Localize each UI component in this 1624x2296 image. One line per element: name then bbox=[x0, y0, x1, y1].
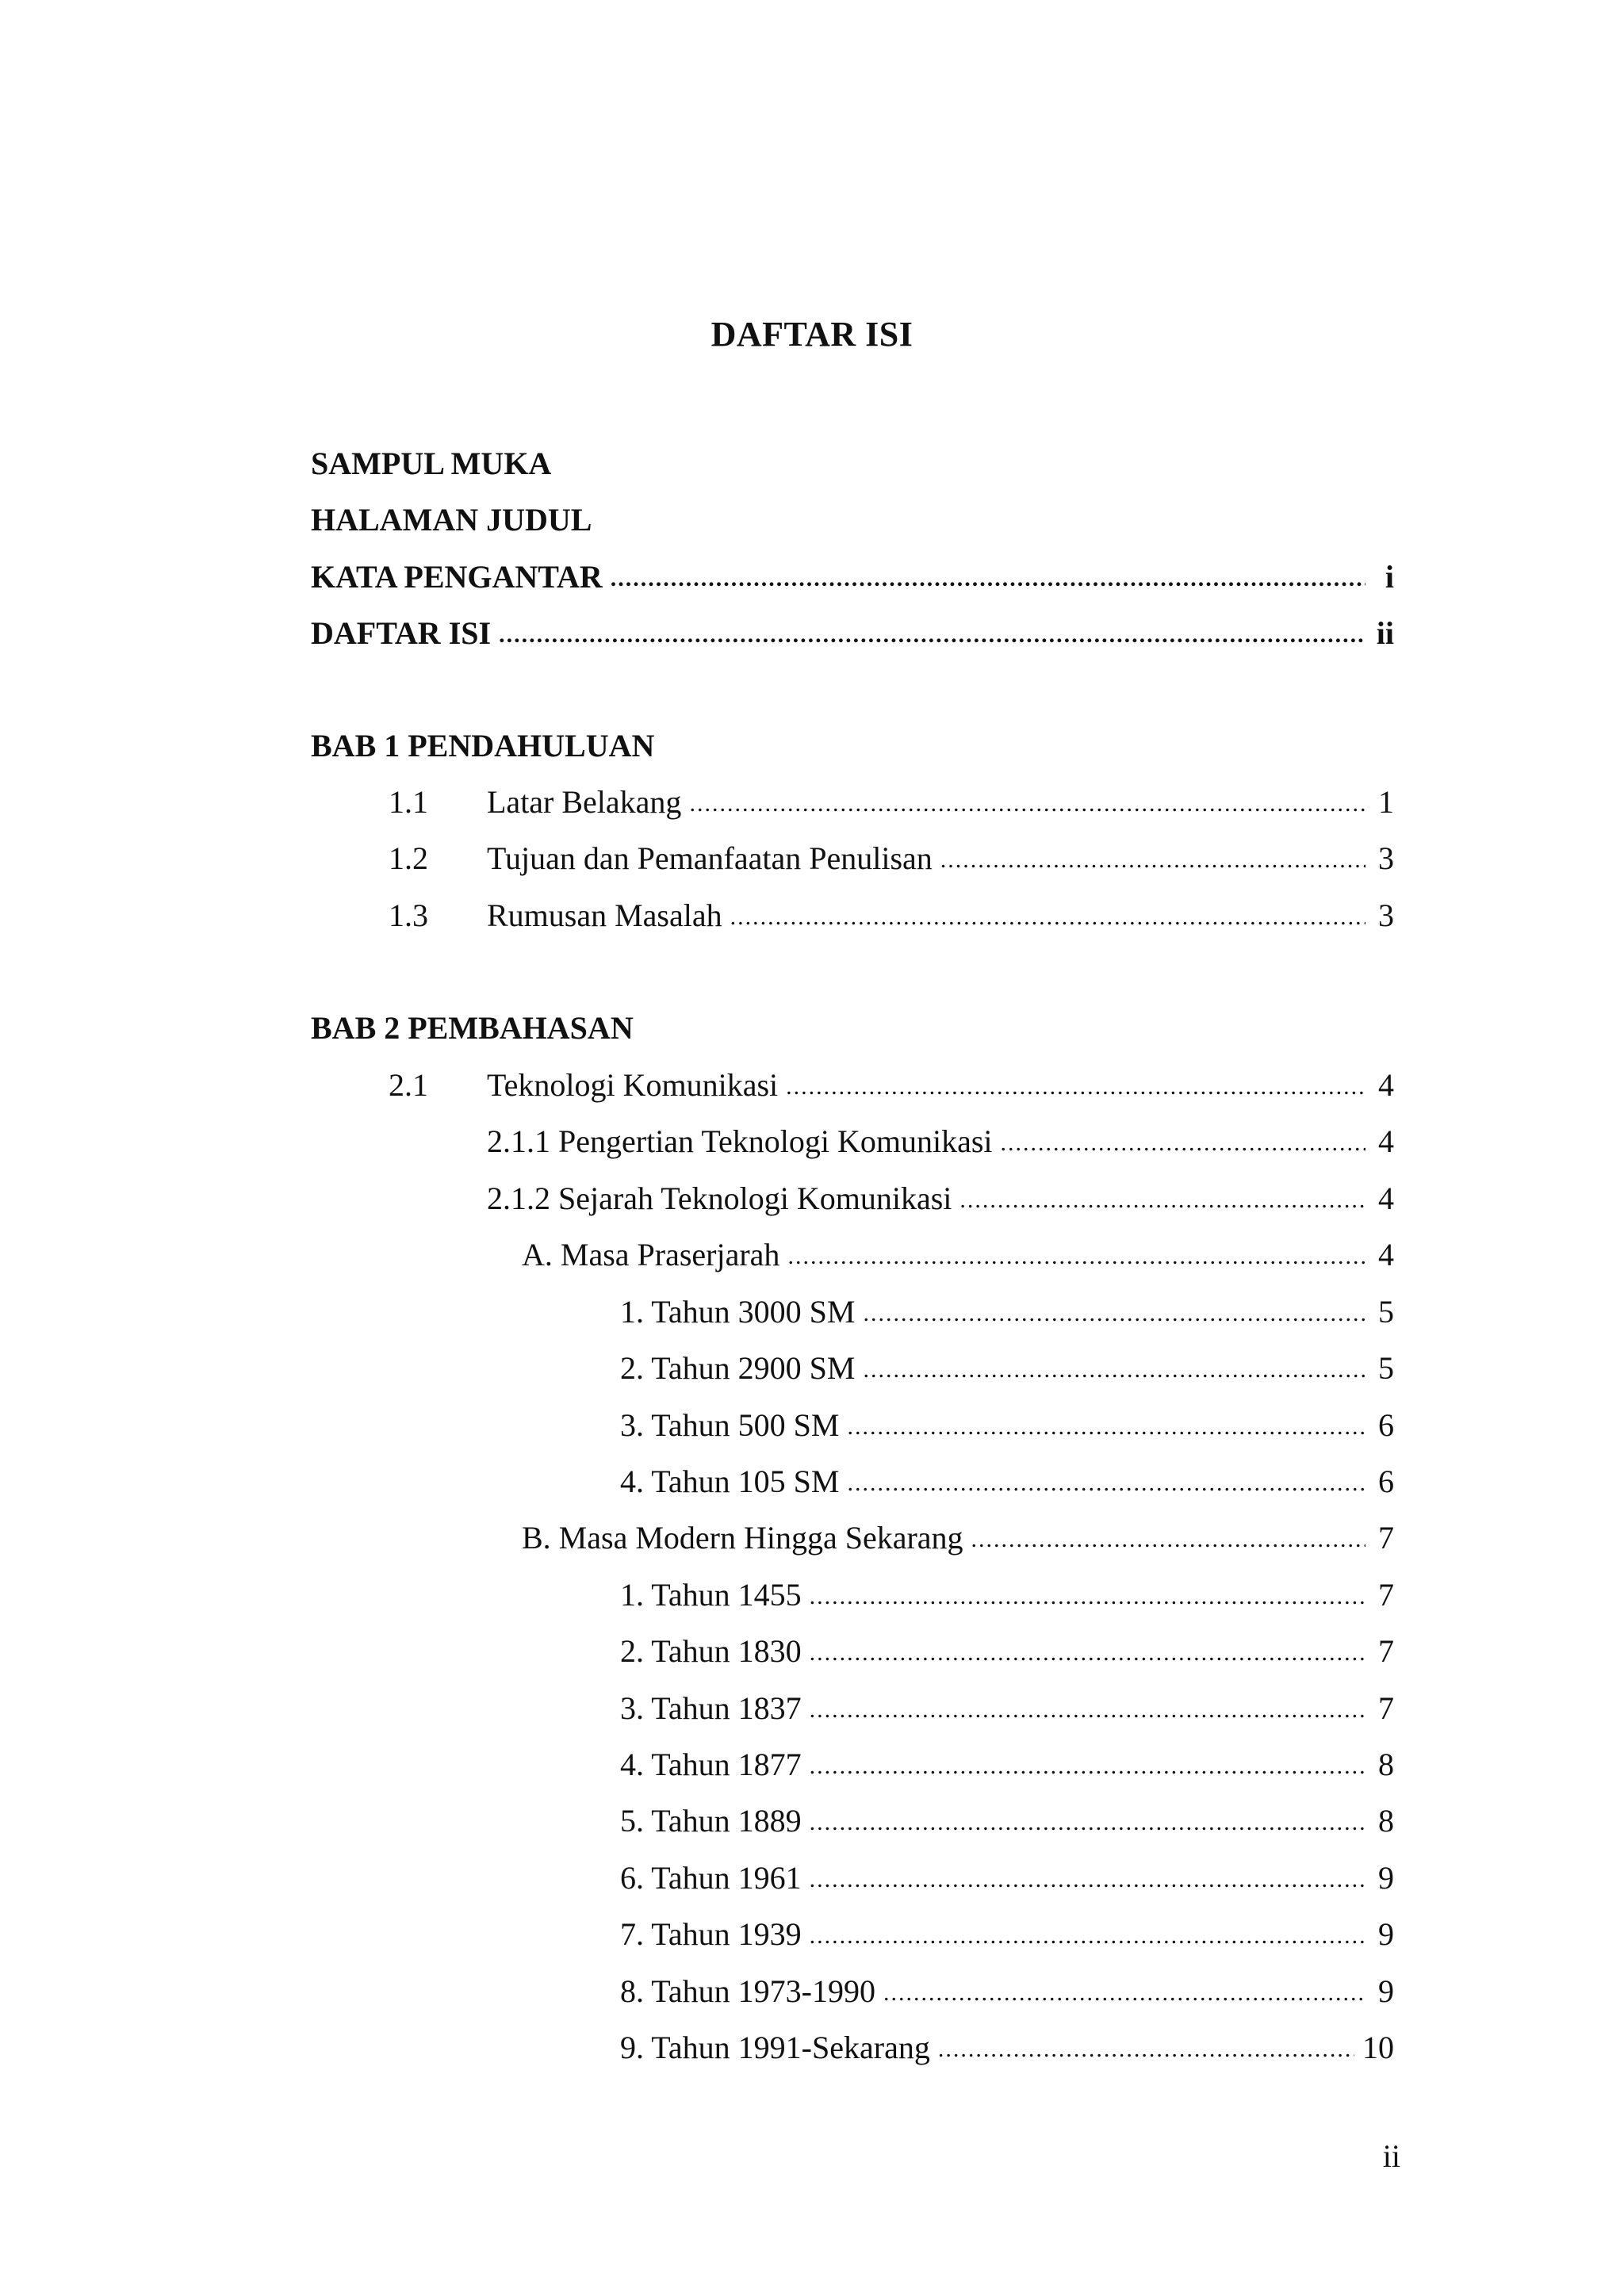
toc-entry-label: 1. Tahun 1455 bbox=[620, 1576, 802, 1613]
toc-page-number: 8 bbox=[1378, 1746, 1394, 1782]
toc-entry-b-6[interactable] bbox=[620, 1854, 1394, 1901]
toc-entry-label: 2.1.2 Sejarah Teknologi Komunikasi bbox=[487, 1180, 952, 1216]
toc-page-number: 1 bbox=[1378, 783, 1394, 820]
toc-page-number: 5 bbox=[1378, 1349, 1394, 1386]
toc-page-number: 7 bbox=[1378, 1519, 1394, 1556]
toc-entry-label: Rumusan Masalah bbox=[487, 897, 722, 933]
dot-leader bbox=[810, 1910, 1365, 1957]
dot-leader bbox=[611, 553, 1365, 600]
toc-page-number: 8 bbox=[1378, 1802, 1394, 1839]
toc-page-number: 4 bbox=[1378, 1236, 1394, 1272]
toc-entry-b-5[interactable] bbox=[620, 1797, 1394, 1844]
toc-entry-label: A. Masa Praserjarah bbox=[522, 1236, 780, 1272]
toc-entry-label: Teknologi Komunikasi bbox=[487, 1066, 779, 1103]
section-number: 1.3 bbox=[389, 897, 428, 933]
toc-entry-label: HALAMAN JUDUL bbox=[311, 501, 592, 538]
toc-entry-b-8[interactable] bbox=[620, 1967, 1394, 2015]
dot-leader bbox=[883, 1967, 1365, 2015]
toc-entry-masa-a[interactable] bbox=[522, 1230, 1394, 1278]
toc-entry-label: 5. Tahun 1889 bbox=[620, 1802, 802, 1839]
dot-leader bbox=[730, 891, 1365, 939]
toc-entry-label: 2. Tahun 2900 SM bbox=[620, 1349, 856, 1386]
toc-page-number: 10 bbox=[1362, 2029, 1394, 2065]
dot-leader bbox=[847, 1401, 1365, 1448]
toc-page-number: 6 bbox=[1378, 1406, 1394, 1443]
dot-leader bbox=[810, 1854, 1365, 1901]
toc-entry-label: 4. Tahun 105 SM bbox=[620, 1463, 840, 1499]
toc-entry-b-4[interactable] bbox=[620, 1740, 1394, 1788]
toc-page-number: 9 bbox=[1378, 1859, 1394, 1896]
toc-entry-label: Latar Belakang bbox=[487, 783, 682, 820]
toc-page-number: 7 bbox=[1378, 1632, 1394, 1669]
toc-entry-daftar-isi[interactable] bbox=[311, 609, 1394, 656]
toc-page-number: 3 bbox=[1378, 840, 1394, 876]
toc-entry-a-3[interactable] bbox=[620, 1401, 1394, 1448]
toc-entry-kata-pengantar[interactable] bbox=[311, 553, 1394, 600]
toc-page-number: 4 bbox=[1378, 1123, 1394, 1159]
toc-entry-label: 6. Tahun 1961 bbox=[620, 1859, 802, 1896]
toc-entry-a-4[interactable] bbox=[620, 1457, 1394, 1505]
toc-page-number: 5 bbox=[1378, 1293, 1394, 1330]
toc-entry-b-7[interactable] bbox=[620, 1910, 1394, 1957]
dot-leader bbox=[1001, 1117, 1366, 1165]
toc-entry-2-1-1[interactable] bbox=[487, 1117, 1394, 1165]
toc-page-number: i bbox=[1385, 558, 1394, 595]
toc-entry-halaman-judul[interactable] bbox=[311, 496, 1394, 543]
toc-page-number: ii bbox=[1376, 614, 1394, 651]
toc-entry-label: 2.1.1 Pengertian Teknologi Komunikasi bbox=[487, 1123, 993, 1159]
toc-entry-label: 3. Tahun 1837 bbox=[620, 1689, 802, 1726]
toc-page-number: 7 bbox=[1378, 1689, 1394, 1726]
toc-entry-1-1[interactable] bbox=[389, 778, 1394, 825]
toc-entry-label: 1. Tahun 3000 SM bbox=[620, 1293, 856, 1330]
chapter-heading-label: BAB 1 PENDAHULUAN bbox=[311, 727, 655, 763]
dot-leader bbox=[810, 1740, 1365, 1788]
toc-entry-2-1-2[interactable] bbox=[487, 1174, 1394, 1222]
toc-page-number: 3 bbox=[1378, 897, 1394, 933]
dot-leader bbox=[959, 1174, 1365, 1222]
toc-entry-sampul-muka[interactable] bbox=[311, 439, 1394, 487]
toc-entry-a-2[interactable] bbox=[620, 1344, 1394, 1391]
dot-leader bbox=[499, 609, 1365, 656]
toc-entry-label: 7. Tahun 1939 bbox=[620, 1915, 802, 1952]
dot-leader bbox=[940, 834, 1365, 882]
dot-leader bbox=[810, 1571, 1365, 1618]
toc-entry-label: B. Masa Modern Hingga Sekarang bbox=[522, 1519, 963, 1556]
toc-entry-label: 8. Tahun 1973-1990 bbox=[620, 1973, 875, 2009]
toc-entry-2-1[interactable] bbox=[389, 1061, 1394, 1108]
page-title: DAFTAR ISI bbox=[710, 315, 914, 354]
toc-page-number: 4 bbox=[1378, 1066, 1394, 1103]
toc-entry-b-3[interactable] bbox=[620, 1684, 1394, 1732]
dot-leader bbox=[810, 1797, 1365, 1844]
toc-entry-1-3[interactable] bbox=[389, 891, 1394, 939]
toc-entry-label: Tujuan dan Pemanfaatan Penulisan bbox=[487, 840, 933, 876]
section-number: 1.1 bbox=[389, 783, 428, 820]
toc-entry-masa-b[interactable] bbox=[522, 1513, 1394, 1561]
chapter-heading-bab-1[interactable] bbox=[311, 721, 1394, 769]
toc-entry-label: 4. Tahun 1877 bbox=[620, 1746, 802, 1782]
toc-entry-b-9[interactable] bbox=[620, 2023, 1394, 2071]
toc-page-number: 4 bbox=[1378, 1180, 1394, 1216]
section-number: 2.1 bbox=[389, 1066, 428, 1103]
dot-leader bbox=[938, 2023, 1354, 2071]
toc-page-number: 9 bbox=[1378, 1915, 1394, 1952]
toc-page-number: 9 bbox=[1378, 1973, 1394, 2009]
toc-entry-1-2[interactable] bbox=[389, 834, 1394, 882]
dot-leader bbox=[810, 1627, 1365, 1674]
dot-leader bbox=[863, 1288, 1365, 1335]
dot-leader bbox=[786, 1061, 1365, 1108]
toc-entry-label: 2. Tahun 1830 bbox=[620, 1632, 802, 1669]
dot-leader bbox=[971, 1513, 1365, 1561]
dot-leader bbox=[689, 778, 1365, 825]
toc-entry-label: 3. Tahun 500 SM bbox=[620, 1406, 840, 1443]
toc-entry-label: DAFTAR ISI bbox=[311, 614, 492, 651]
toc-page-number: 6 bbox=[1378, 1463, 1394, 1499]
toc-entry-a-1[interactable] bbox=[620, 1288, 1394, 1335]
toc-entry-label: 9. Tahun 1991-Sekarang bbox=[620, 2029, 930, 2065]
toc-entry-label: SAMPUL MUKA bbox=[311, 445, 552, 481]
page-number-footer: ii bbox=[1382, 2138, 1400, 2174]
dot-leader bbox=[810, 1684, 1365, 1732]
section-number: 1.2 bbox=[389, 840, 428, 876]
dot-leader bbox=[847, 1457, 1365, 1505]
chapter-heading-label: BAB 2 PEMBAHASAN bbox=[311, 1009, 634, 1046]
dot-leader bbox=[787, 1230, 1365, 1278]
dot-leader bbox=[863, 1344, 1365, 1391]
toc-entry-b-1[interactable] bbox=[620, 1571, 1394, 1618]
toc-entry-b-2[interactable] bbox=[620, 1627, 1394, 1674]
toc-entry-label: KATA PENGANTAR bbox=[311, 558, 603, 595]
toc-page-number: 7 bbox=[1378, 1576, 1394, 1613]
chapter-heading-bab-2[interactable] bbox=[311, 1004, 1394, 1051]
